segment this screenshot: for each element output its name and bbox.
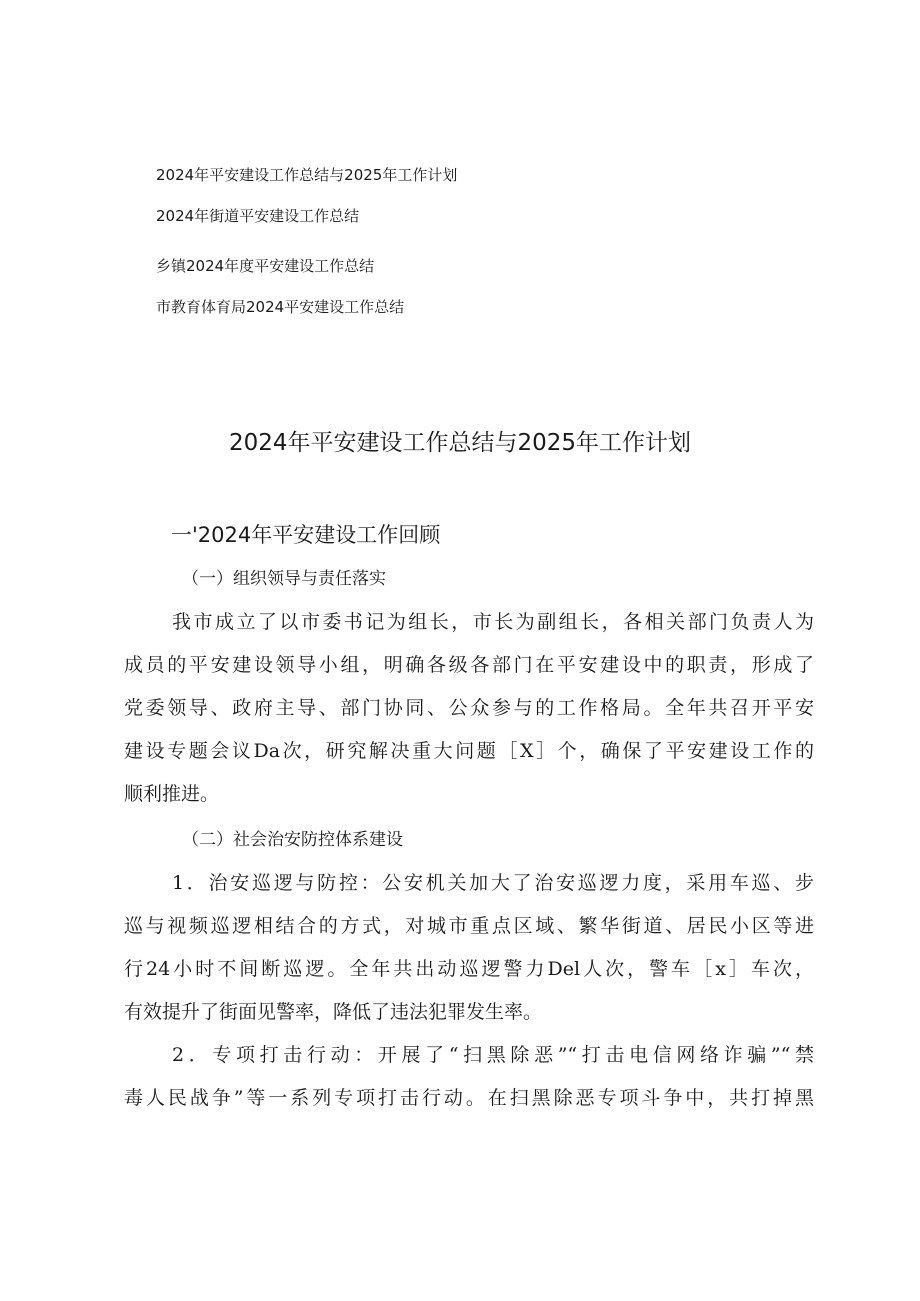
toc-item-1[interactable]: 2024年平安建设工作总结与2025年工作计划	[156, 166, 458, 184]
toc-item-2[interactable]: 2024年街道平安建设工作总结	[156, 207, 360, 225]
toc-item-4[interactable]: 市教育体育局2024平安建设工作总结	[156, 298, 405, 316]
paragraph-line: 有效提升了街面见警率，降低了违法犯罪发生率。	[124, 1001, 543, 1023]
subsection-heading-1: （一）组织领导与责任落实	[182, 569, 386, 589]
paragraph-line: 2．专项打击行动：开展了“扫黑除恶”“打击电信网络诈骗”“禁	[172, 1044, 814, 1066]
paragraph-line: 巡与视频巡逻相结合的方式，对城市重点区域、繁华街道、居民小区等进	[124, 915, 814, 937]
document-title: 2024年平安建设工作总结与2025年工作计划	[228, 430, 692, 456]
paragraph-line: 建设专题会议Da次，研究解决重大问题［X］个，确保了平安建设工作的	[124, 740, 814, 762]
paragraph-line: 毒人民战争”等一系列专项打击行动。在扫黑除恶专项斗争中，共打掉黑	[124, 1087, 814, 1109]
subsection-heading-2: （二）社会治安防控体系建设	[182, 830, 403, 850]
paragraph-line: 我市成立了以市委书记为组长，市长为副组长，各相关部门负责人为	[172, 611, 814, 633]
toc-item-3[interactable]: 乡镇2024年度平安建设工作总结	[156, 257, 375, 275]
paragraph-2	[124, 862, 814, 1034]
paragraph-line: 1．治安巡逻与防控：公安机关加大了治安巡逻力度，采用车巡、步	[172, 872, 814, 894]
paragraph-1	[124, 601, 814, 816]
paragraph-3	[124, 1034, 814, 1120]
paragraph-line: 顺利推进。	[124, 783, 220, 805]
paragraph-line: 行24小时不间断巡逻。全年共出动巡逻警力Del人次，警车［x］车次，	[124, 958, 814, 980]
paragraph-line: 党委领导、政府主导、部门协同、公众参与的工作格局。全年共召开平安	[124, 697, 814, 719]
paragraph-line: 成员的平安建设领导小组，明确各级各部门在平安建设中的职责，形成了	[124, 654, 814, 676]
section-heading: 一'2024年平安建设工作回顾	[171, 523, 441, 547]
